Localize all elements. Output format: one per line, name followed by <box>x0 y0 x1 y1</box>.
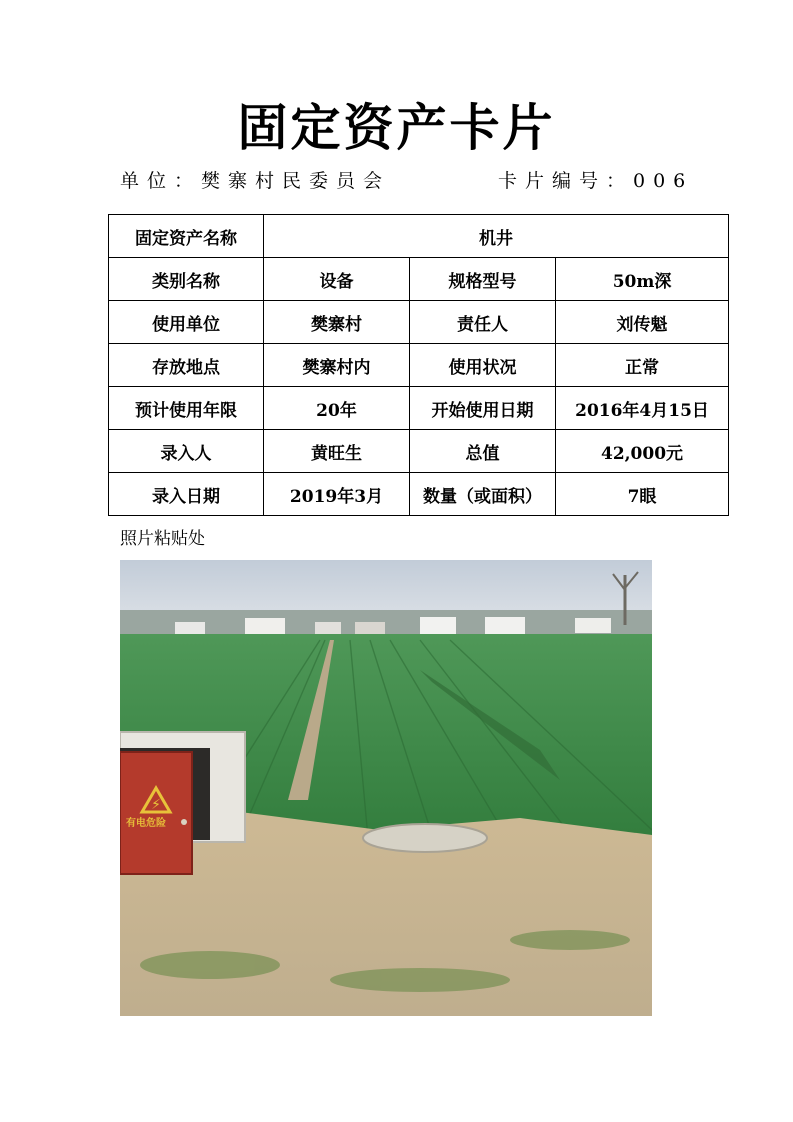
table-row <box>109 258 729 301</box>
table-cell-value: 20年 <box>264 387 410 430</box>
table-cell-value: 7眼 <box>556 473 729 516</box>
table-cell-value: 正常 <box>556 344 729 387</box>
photo-label: 照片粘贴处 <box>120 529 205 549</box>
asset-photo <box>120 560 652 1016</box>
table-row <box>109 344 729 387</box>
table-cell-label: 数量（或面积） <box>410 473 556 516</box>
table-cell-value: 刘传魁 <box>556 301 729 344</box>
table-row <box>109 430 729 473</box>
well-cover <box>363 824 487 852</box>
table-cell-label: 开始使用日期 <box>410 387 556 430</box>
table-cell-value: 42,000元 <box>556 430 729 473</box>
table-cell-label: 预计使用年限 <box>109 387 264 430</box>
asset-info-table <box>108 214 729 516</box>
table-row <box>109 473 729 516</box>
table-cell-label: 总值 <box>410 430 556 473</box>
table-cell-label: 责任人 <box>410 301 556 344</box>
card-number-line: 卡片编号：006 <box>498 170 694 192</box>
table-cell-value: 设备 <box>264 258 410 301</box>
table-cell-value: 2016年4月15日 <box>556 387 729 430</box>
table-row <box>109 301 729 344</box>
table-cell-label: 存放地点 <box>109 344 264 387</box>
table-row <box>109 387 729 430</box>
table-cell-label: 使用单位 <box>109 301 264 344</box>
table-cell-label: 类别名称 <box>109 258 264 301</box>
asset-table-body <box>109 215 729 516</box>
table-cell-value: 黄旺生 <box>264 430 410 473</box>
table-cell-label: 录入日期 <box>109 473 264 516</box>
table-cell-label: 使用状况 <box>410 344 556 387</box>
table-cell-label: 规格型号 <box>410 258 556 301</box>
page-title: 固定资产卡片 <box>237 98 556 157</box>
lightning-icon: ⚡ <box>151 797 161 813</box>
table-cell-value: 樊寨村内 <box>264 344 410 387</box>
table-cell-value: 樊寨村 <box>264 301 410 344</box>
danger-sign-text: 有电危险 <box>126 818 166 829</box>
table-cell-value: 2019年3月 <box>264 473 410 516</box>
table-cell-value: 机井 <box>264 215 729 258</box>
well-field-photo <box>120 560 652 1016</box>
table-cell-label: 录入人 <box>109 430 264 473</box>
table-cell-value: 50m深 <box>556 258 729 301</box>
table-row <box>109 215 729 258</box>
unit-line: 单位：樊寨村民委员会 <box>120 170 391 192</box>
table-cell-label: 固定资产名称 <box>109 215 264 258</box>
